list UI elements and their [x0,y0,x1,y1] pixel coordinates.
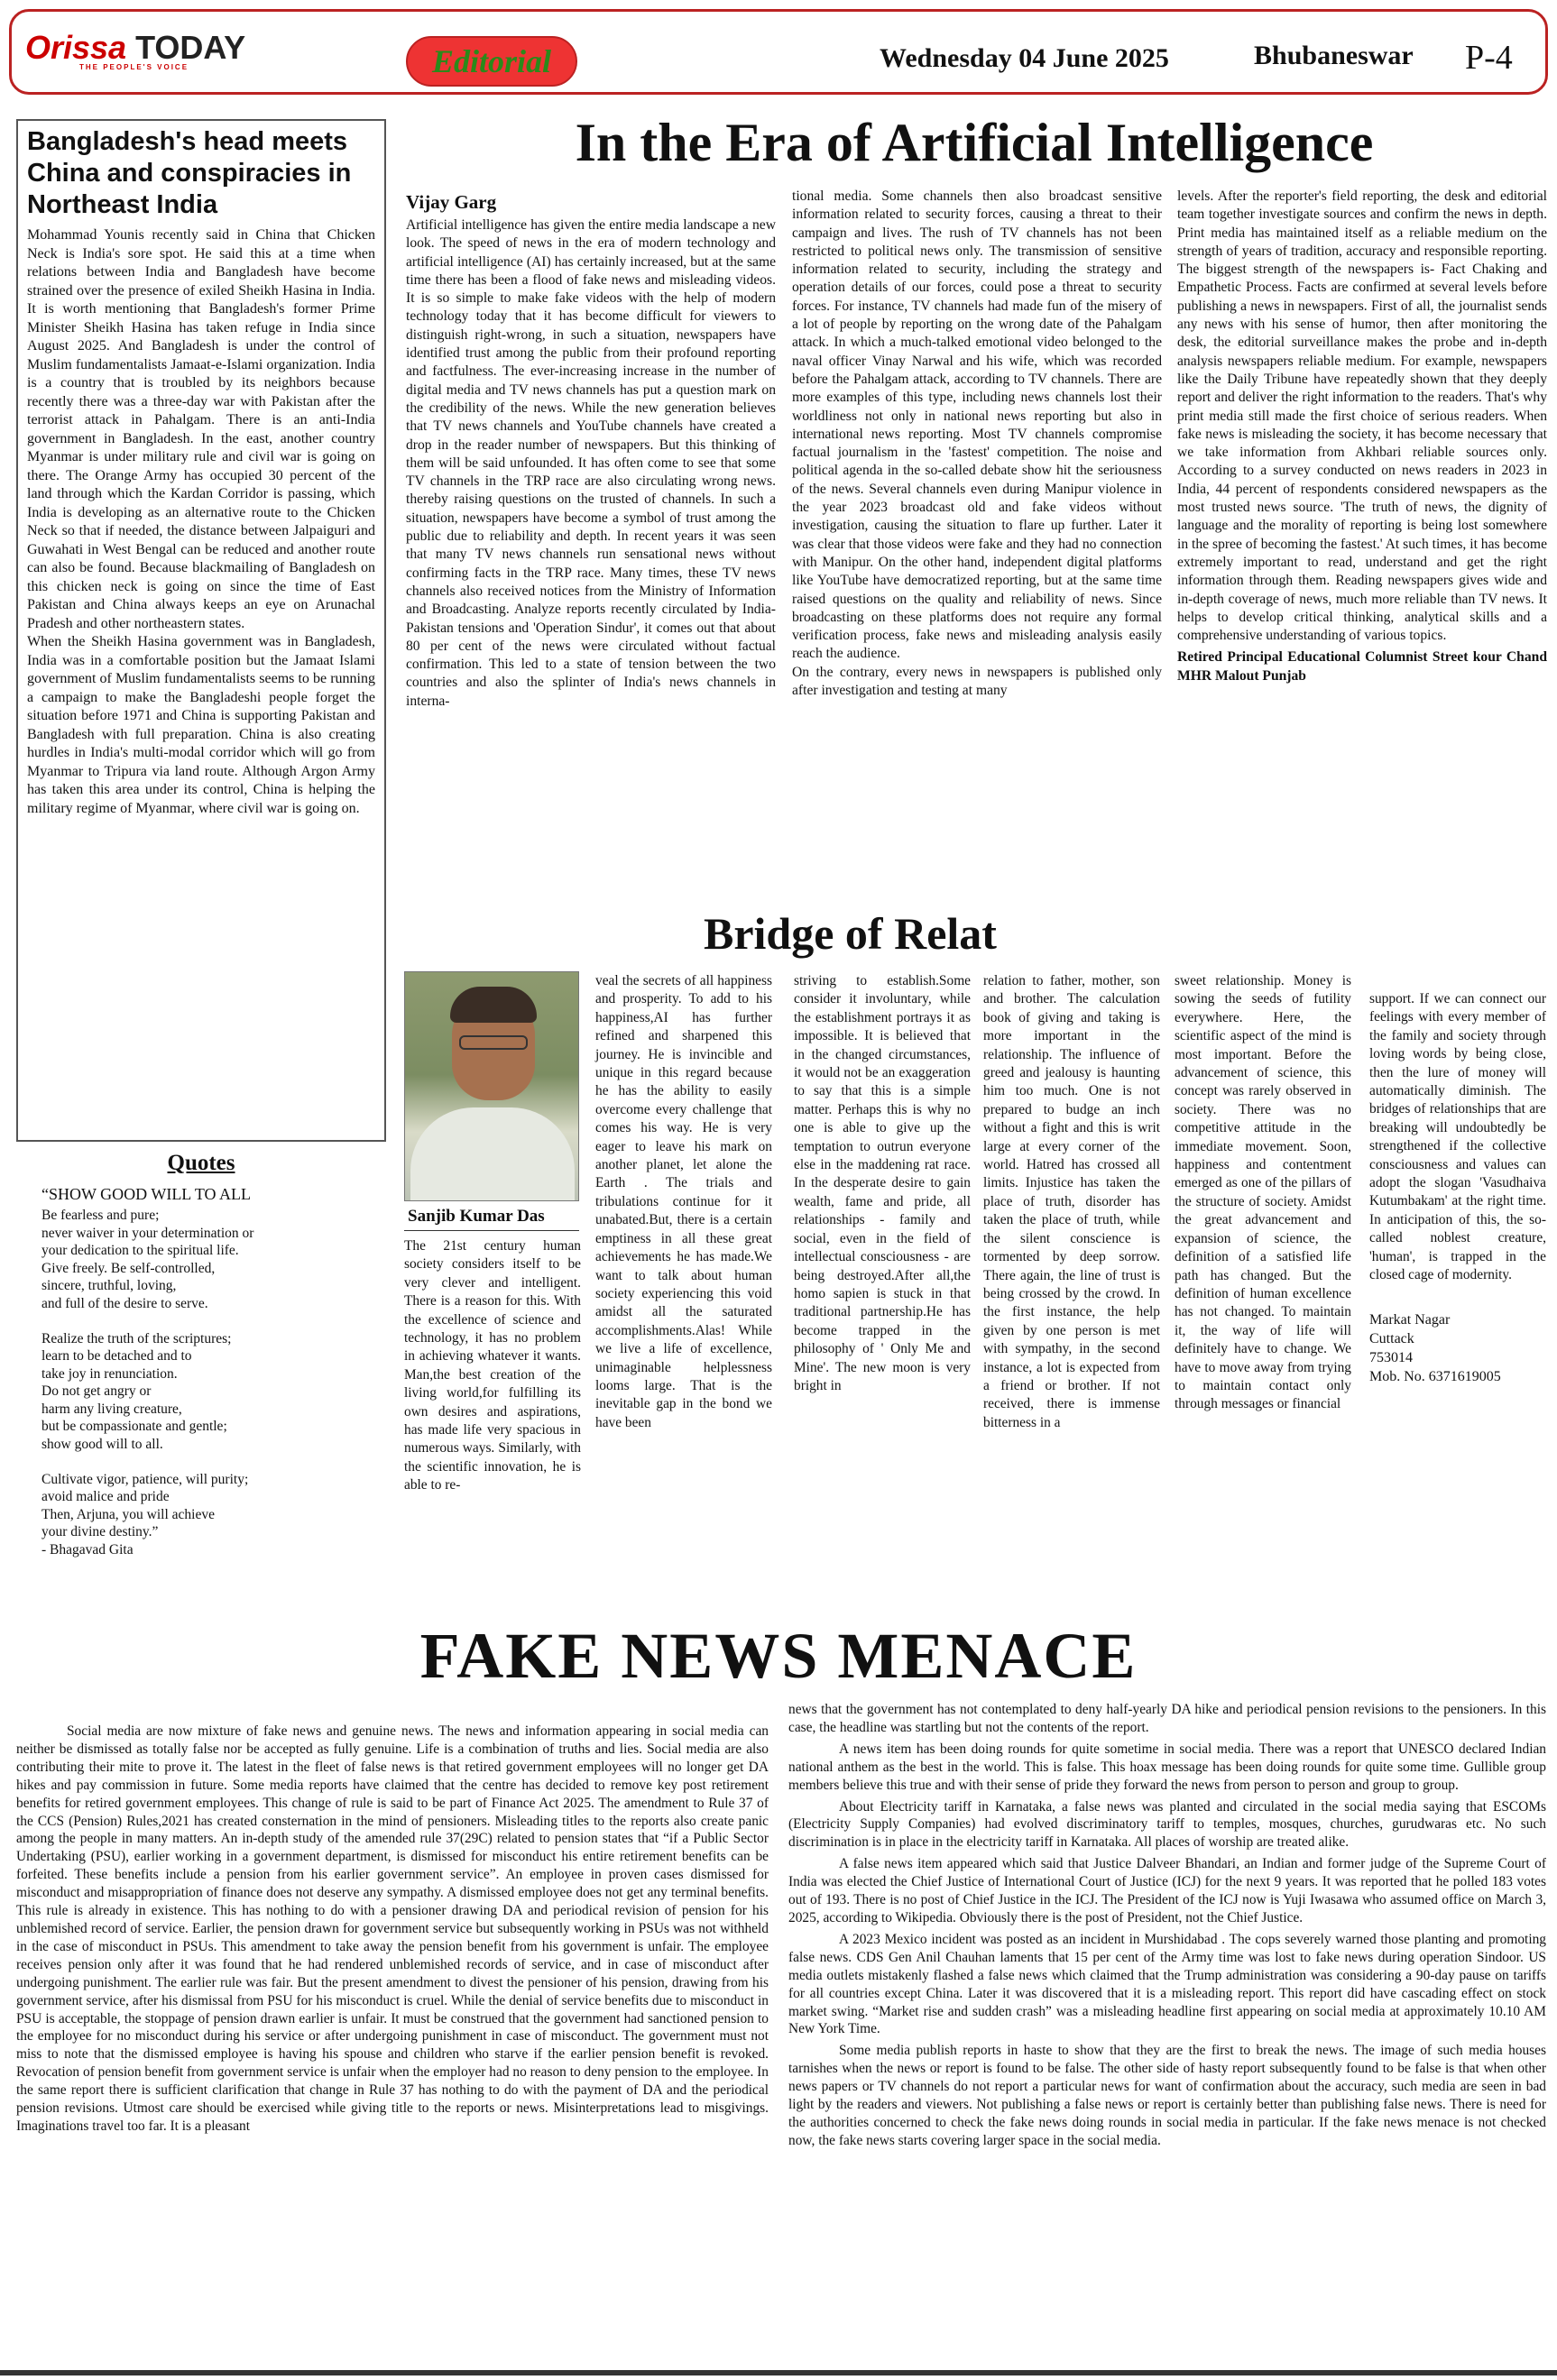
left-story-body: Mohammad Younis recently said in China that Chicken Neck is India's sore spot. He said this at a time when relations between India and Bangladesh have become strained over the presence of exiled Sheikh Hasina in India. It is worth mentioning that Bangladesh's former Prime Minister Sheikh Hasina has taken refuge in India since August 2025. And Bangladesh is under the control of Muslim fundamentalists Jamaat-e-Islami organization. India is a country that is troubled by its neighbors because recently there was a three-day war with Pakistan after the terrorist attack in Pahalgam. There is an anti-India government in Bangladesh. In the east, another country Myanmar is under military rule and civil war is going on there. The Orange Army has occupied 30 percent of the land through which the Kardan Corridor is passing, which India is developing as an alternative route to the Chicken Neck so that if needed, the distance between Jalpaiguri and Guwahati in West Bengal can be reduced and another route can also be found. Because blackmailing of Bangladesh on this chicken neck is going on since the time of East Pakistan and China always keeps an eye on Arunachal Pradesh and other northeastern states. [27,227,375,631]
bridge-article-title: Bridge of Relat [704,908,997,959]
quote-text: Be fearless and pure; never waiver in your determination or your dedication to the spiritual life. Give freely. Be self-controlled, sincere, truthful, loving, and full of the desire to serve. Realize the truth of the scriptures; learn to be detached and to take joy in renunciation. Do not get angry or harm any living creature, but be compassionate and gentle; show good will to all. Cultivate vigor, patience, will purity; avoid malice and pride Then, Arjuna, you will achieve your divine destiny.” - Bhagavad Gita [41,1208,254,1558]
ai-article-col-3: levels. After the reporter's field reporting, the desk and editorial team together investigate sources and confirm the news in depth. Print media has maintained itself as a reliable medium on the strength of years of tradition, accuracy and responsible reporting. The biggest strength of the newspapers is- Fact Chaking and Empathetic Process. Facts are confirmed at several levels before publishing a news in newspapers. First of all, the journalist sends any news with his sense of humor, then after monitoring the desk, the editorial surveillance makes the probe and in-depth analysis newspapers reliable medium. For example, newspapers like the Daily Tribune have repeatedly shown that they deeply report and deliver the right information to the readers. That's why print media still made the first choice of serious readers. When fake news is misleading the society, it has become necessary that we take information from Akhbari reliable sources only. According to a survey conducted on news readers in 2023 in India, 44 percent of respondents considered newspapers as the most trusted news source. 'The truth of news, the dignity of language and the morality of reporting is being lost somewhere in the spree of becoming the fastest.' At such times, it has become extremely important to read, understand and get the right information through them. Reading newspapers gives wide and in-depth coverage of news, much more reliable than TV news. It helps to develop critical thinking, analytical skills and a comprehensive understanding of various topics. [1177,188,1547,644]
ai-article-col-2: tional media. Some channels then also broadcast sensitive information related to security forces, causing a threat to their campaign and lives. The rush of TV channels has not been restricted to political news only. The transmission of sensitive information related to security, including the strategy and operation details of our forces, could pose a threat to security forces. For instance, TV channels had made fun of the misery of a lot of people by reporting on the wrong date of the Pahalgam attack. In which a much-talked emotional video belonged to the naval officer Vinay Narwal and his wife, which was recorded before the Pahalgam attack, according to TV channels. There are more examples of this type, including news channels lost their worldliness not only in national news reporting but also in international news reporting. Most TV channels compromise factual journalism in the 'fastest' competition. The noise and political agenda in the so-called debate show hit the seriousness of the news. Several channels even during Manipur violence in the year 2023 broadcast old and fake videos without investigation, causing the situation to flare up further. Later it was clear that those videos were fake and they had no connection with Manipur. On the other hand, independent digital platforms like YouTube have democratized reporting, but at the same time raised questions on the quality and reliability of news. Since broadcasting on these platforms does not require any formal verification process, fake news and misleading analysis easily reach the audience. [792,188,1162,662]
bridge-col-6: support. If we can connect our feelings with every member of the family and society through loving words by being close, then the lure of money will automatically diminish. The bridges of relationships that are breaking will undoubtedly be strengthened if the collective consciousness and values can adopt the slogan 'Vasudhaiva Kutumbakam' at the right time. In anticipation of this, the so-called noblest creature, 'human', is trapped in the closed cage of modernity. [1369,991,1546,1283]
bridge-col-4: relation to father, mother, son and brother. The calculation book of giving and taking is more important in the relationship. The influence of greed and jealousy is haunting him too much. One is not prepared to budge an inch without a fight and this is writ large at every corner of the world. Hatred has crossed all limits. Injustice has taken the place of truth, disorder has taken the place of truth, while the silent conscience is tormented by deep sorrow. There again, the line of trust is being crossed by the crowd. In the first instance, the help given by one person is met with sympathy, in the second instance, a lot is expected from a friend or brother. If not received, there is immense bitterness in a [983,973,1160,1430]
ai-article-col-1: Artificial intelligence has given the entire media landscape a new look. The speed of news in the era of modern technology and artificial intelligence (AI) has certainly increased, but at the same time there has been a flood of fake news and misleading videos. It is so simple to make fake videos with the help of modern technology today that it has become difficult for viewers to distinguish right-wrong, in such a situation, newspapers have identified trust among the public from their profound reporting and factfulness. The ever-increasing increase in the number of digital media and TV news channels has put a question mark on the credibility of the news. While the new generation believes that TV news channels and YouTube channels have created a drop in the reader number of newspapers. But this thinking of them will be said unfounded. It has often come to see that some TV channels in the TRP race are also circulating wrong news. thereby raising questions on the trusted of channels. In such a situation, newspapers have become a symbol of trust among the public due to reliability and depth. In recent years it was seen that many TV news channels run sensational news without confirming facts in the TRP race. Many times, these TV news channels also received notices from the Ministry of Information and Broadcasting. Analyze reports recently circulated by India-Pakistan tensions and 'Operation Sindur', it comes out that about 80 per cent of the news were circulated without factual confirmation. This led to a state of tension between the two countries and also the splinter of India's news channels in interna- [406,217,776,709]
byline-divider [404,1230,579,1231]
newspaper-logo[interactable] [25,29,245,71]
ai-article-title: In the Era of Artificial Intelligence [575,113,1374,172]
bridge-article-author: Sanjib Kumar Das [408,1207,545,1226]
fake-news-p1: news that the government has not contemplated to deny half-yearly DA hike and periodical pension revisions to the pensioners. In this case, the headline was startling but not the contents of the report. [788,1702,1546,1735]
fake-news-p3: About Electricity tariff in Karnataka, a false news was planted and circulated in the social media saying that ESCOMs (Electricity Supply Companies) had evolved discriminatory tariff to temples, mosques, churches, gurudwaras etc. No such discrimination is in place in the electricity tariff in Karnataka. All places of worship are treated alike. [788,1798,1546,1851]
author-photo [404,971,579,1201]
left-story-title: Bangladesh's head meets China and conspiracies in Northeast India [27,127,352,219]
bridge-col-6-wrap [1369,990,1546,1386]
left-story-body-2: When the Sheikh Hasina government was in Bangladesh, India was in a comfortable position but the Jamaat Islami government of Muslim fundamentalists seems to be running a campaign to make the Bangladeshi people forget the situation before 1971 and China is supporting Pakistan and Bangladesh with full preparation. China is also creating hurdles in India's multi-modal corridor which will go from Myanmar to Tripura via land route. Although Argon Army has taken this area under its control, China is helping the military regime of Myanmar, where civil war is going on. [27,634,375,816]
section-badge: Editorial [406,36,577,87]
issue-date: Wednesday 04 June 2025 [880,43,1169,73]
fake-news-p5: A 2023 Mexico incident was posted as an incident in Murshidabad . The cops severely warned those planting and promoting false news. CDS Gen Anil Chauhan laments that 15 per cent of the Army time was lost to fake news during operation Sindoor. US media outlets mistakenly flashed a false news which claimed that the Trump administration was considering a 90-day pause on tariffs for all countries except China. Later it was discovered that it is a misleading report. This report did have cascading effect on stock market swing. “Market rise and sudden crash” was a misleading headline first appearing on social media at approximately 10.10 AM New York Time. [788,1931,1546,2037]
bottom-rule [0,2370,1557,2375]
ai-article-col-3-wrap [1177,188,1547,685]
quote-first-line: “SHOW GOOD WILL TO ALL [41,1185,251,1203]
fake-news-right [788,1701,1546,2150]
bridge-col-2: veal the secrets of all happiness and prosperity. To add to his happiness,AI has further refined and sharpened this journey. He is invincible and unique in this regard because he has the ability to easily overcome every challenge that comes his way. He is very eager to leave his mark on another planet, let alone the Earth . The trials and tribulations continue for it unabated.But, there is a certain emptiness in all these great achievements he has made.We want to talk about human society experiencing this void amidst all the saturated accomplishments.Alas! While we live a life of excellence, unimaginable helplessness looms large. That is the inevitable gap in the bond we have been [595,973,772,1430]
ai-article-signature: Retired Principal Educational Columnist Street kour Chand MHR Malout Punjab [1177,649,1547,684]
fake-news-p2: A news item has been doing rounds for quite sometime in social media. There was a report that UNESCO declared Indian national anthem as the best in the world. This is false. This hoax message has been doing rounds for quite some time. Gullible group members believe this true and with their sense of pride they forward the news from person to person and group to group. [788,1741,1546,1793]
bridge-author-address: Markat Nagar Cuttack 753014 Mob. No. 6371619005 [1369,1311,1501,1384]
logo-tagline: THE PEOPLE'S VOICE [79,63,189,71]
ai-article-col-2-wrap [792,188,1162,700]
logo-today: TODAY [135,29,246,66]
fake-news-p4: A false news item appeared which said that Justice Dalveer Bhandari, an Indian and former judge of the Supreme Court of India was elected the Chief Justice of International Court of Justice (ICJ) for the next 9 years. It was reported that he polled 183 votes out of 193. There is no post of Chief Justice in the ICJ. The President of the ICJ now is Yuji Iwasawa who assumed office on March 3, 2025, according to Wikipedia. Obviously there is the post of President, not the Chief Justice. [788,1856,1546,1925]
left-story-box [16,119,386,1142]
edition-city: Bhubaneswar [1254,41,1414,70]
page-number: P-4 [1465,39,1513,77]
quotes-heading: Quotes [167,1151,235,1175]
fake-news-p6: Some media publish reports in haste to show that they are the first to break the news. The image of such media houses tarnishes when the news or report is found to be false. The other side of hasty report subsequently found to be false is that when other news papers or TV channels do not report a particular news for want of confirmation about the accuracy, such media are seen in bad light by the readers and viewers. Not publishing a false news or report is certainly better than publishing false news. There is need for the authorities concerned to check the fake news doing rounds in social media in particular. If the fake news menace is not checked now, the fake news starts covering larger space in the social media. [788,2043,1546,2148]
bridge-col-5: sweet relationship. Money is sowing the seeds of futility everywhere. Here, the scientific aspect of the mind is most important. Before the advancement of science, this concept was rarely observed in society. There was no competitive attitude in the immediate movement. Soon, happiness and contentment emerged as one of the pillars of the structure of society. Amidst the great advancement and expansion of science, the definition of a satisfied life path has changed. But the definition of human excellence has not changed. To maintain it, the way of life will definitely have to change. We have to move away from trying to maintain contact only through messages or financial [1175,973,1351,1412]
bridge-col-3: striving to establish.Some consider it involuntary, while the establishment portrays it as impossible. It is believed that in the changed circumstances, it would not be an exaggeration to say that this is a simple matter. Perhaps this is why no one is able to give up the temptation to outrun everyone else in the maddening rat race. In the desperate desire to gain wealth, fame and pride, all relationships - family and social, even in the field of intellectual consciousness - are being destroyed.After all,the homo sapien is stuck in that traditional partnership.He has become trapped in the philosophy of ' Only Me and Mine'. The new moon is very bright in [794,973,971,1393]
fake-news-title: FAKE NEWS MENACE [419,1620,1138,1692]
ai-article-col-2b: On the contrary, every news in newspapers is published only after investigation and testing at many [792,664,1162,699]
bridge-col-1: The 21st century human society considers itself to be very clever and intelligent. There is a reason for this. With the excellence of science and technology, it has no problem in achieving whatever it wants. Man,the best creation of the living world,for fulfilling its own desires and aspirations, has made life very spacious in numerous ways. Similarly, with the scientific innovation, he is able to re- [404,1238,581,1493]
ai-article-author: Vijay Garg [406,191,497,213]
fake-news-left: Social media are now mixture of fake news and genuine news. The news and information appearing in social media can neither be dismissed as totally false nor be accepted as fully genuine. Life is a combination of truths and lies. Social media are also contributing their mite to prove it. The latest in the fleet of false news is that retired government employees will no longer get DA hikes and pay commission in future. Some media reports have claimed that the centre has decided to remove key post retirement benefits for retired government employees. This change of rule is said to be part of Finance Act 2025. The amendment to Rule 37 of the CCS (Pension) Rules,2021 has created consternation in the mind of pensioners. Misleading titles to the reports also create panic among the people in many matters. An in-depth study of the amended rule 37(29C) related to pension states that “if a Public Sector Undertaking (PSU), earlier working in a government department, is dismissed for misconduct his entire retirement benefits can be forfeited. These benefits include a pension from his earlier government service”. An employee in proven cases dismissed for misconduct and misappropriation of finance does not deserve any sympathy. A dismissed employee does not get any terminal benefits. This rule is already in existence. This has nothing to do with a pensioner drawing DA and periodical revision of pension for his unblemished record of service. Earlier, the pension drawn for government service but subsequently working in PSUs was not withheld in the case of misconduct in PSUs. This amendment to take away the pension benefit from his government is unfair. The employee receives pension only after it was found that he had rendered unblemished records of service, and in case of misconduct after undergoing punishment. The earlier rule was fair. But the present amendment to divest the pensioner of his pension, drawing from his government service, after his dismissal from PSU for his misconduct is cruel. While the denial of service benefits due to misconduct in PSU is acceptable, the stoppage of pension drawn earlier is unfair. It must be construed that the government had sanctioned pension to the employee for no misconduct during his service or after undergoing punishment in case of misconduct. The government must not miss to note that the dismissed employee is having his spouse and children who starve if the earlier pension benefit is revoked. Revocation of pension benefit from government service is unfair when the employer had no reason to deny pension to the employee. In the same report there is sufficient clarification that change in Rule 37 has nothing to do with the payment of DA and the periodical pension revisions. Utmost care should be exercised while giving title to the reports or news. Misinterpretations lead to misgivings. Imaginations travel too far. It is a pleasant [16,1723,769,2134]
logo-main: Orissa [25,29,127,66]
